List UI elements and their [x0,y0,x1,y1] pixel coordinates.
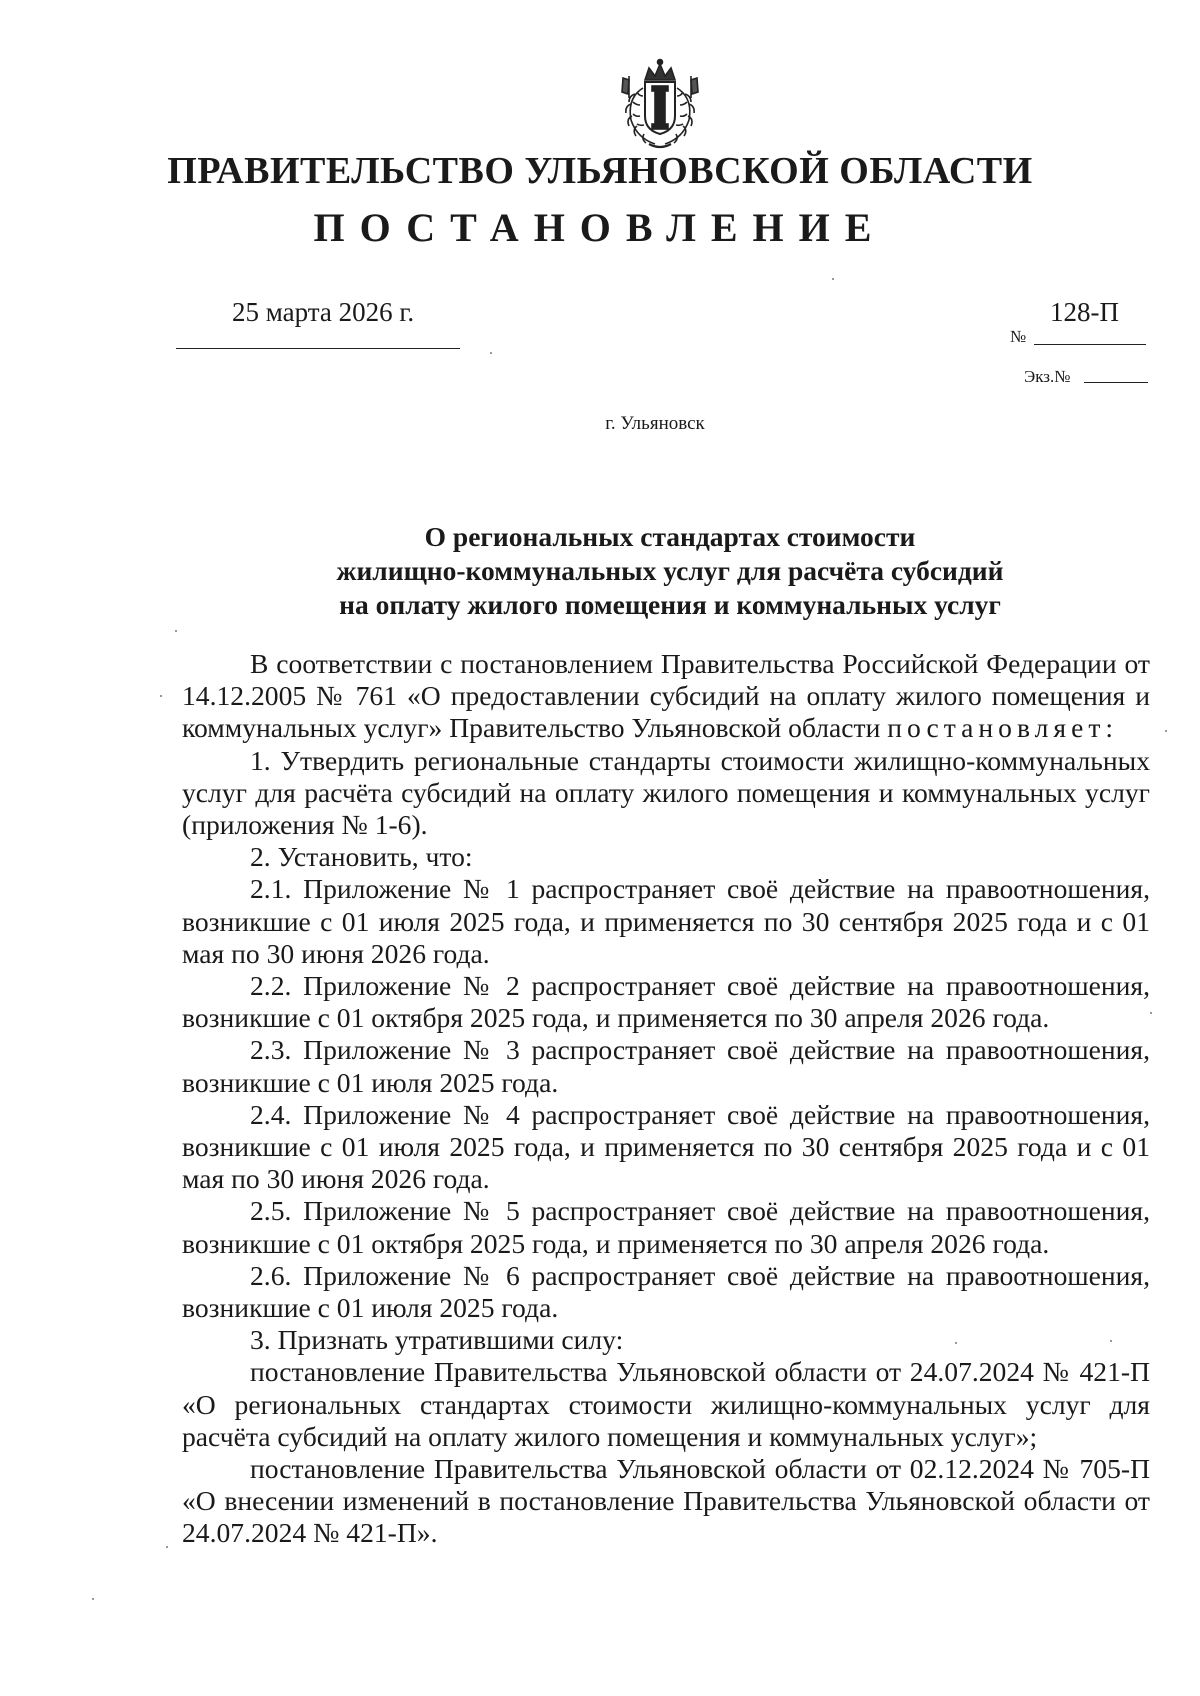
preamble-paragraph [182,648,1150,745]
document-number: 128-П [1050,297,1119,327]
paragraph-2-2: 2.2. Приложение № 2 распространяет своё действие на правоотношения, возникшие с 01 октября 2025 года, и применяется по 30 апреля 2026 года. [182,970,1150,1034]
paragraph-2-3: 2.3. Приложение № 3 распространяет своё действие на правоотношения, возникшие с 01 июля 2025 года. [182,1034,1150,1098]
scan-speck [1165,730,1167,732]
paragraph-3-b: постановление Правительства Ульяновской области от 02.12.2024 № 705-П «О внесении изменений в постановление Правительства Ульяновской области от 24.07.2024 № 421-П». [182,1453,1150,1549]
paragraph-3-a: постановление Правительства Ульяновской области от 24.07.2024 № 421-П «О региональных стандартах стоимости жилищно-коммунальных услуг для расчёта субсидий на оплату жилого помещения и коммунальных услуг»; [182,1356,1150,1452]
subject-line: жилищно-коммунальных услуг для расчёта субсидий [336,555,1004,586]
number-label: № [1010,327,1027,346]
scan-speck [160,695,162,697]
document-date: 25 марта 2026 г. [232,297,415,327]
scan-speck [955,1342,957,1344]
subject-line: на оплату жилого помещения и коммунальных услуг [339,589,1001,620]
preamble-text: В соответствии с постановлением Правительства Российской Федерации от 14.12.2005 № 761 «О предоставлении субсидий на оплату жилого помещения и коммунальных услуг» Правительство Ульяновской области [182,648,1150,744]
city-name: г. Ульяновск [605,413,705,434]
scan-speck [832,278,834,280]
scan-speck [1150,1012,1152,1014]
scan-speck [166,1546,168,1548]
paragraph-2-1: 2.1. Приложение № 1 распространяет своё действие на правоотношения, возникшие с 01 июля 2025 года, и применяется по 30 сентября 2025 года и с 01 мая по 30 июня 2026 года. [182,873,1150,969]
number-underline [1034,344,1146,345]
subject-line: О региональных стандартах стоимости [424,521,916,552]
scan-speck [1110,1340,1112,1342]
document-type-title: ПОСТАНОВЛЕНИЕ [313,205,887,250]
copy-number-underline [1084,382,1148,383]
coat-of-arms-emblem [615,58,705,150]
scan-speck [490,352,492,354]
scan-speck [92,1598,94,1600]
paragraph-2-4: 2.4. Приложение № 4 распространяет своё действие на правоотношения, возникшие с 01 июля 2025 года, и применяется по 30 сентября 2025 года и с 01 мая по 30 июня 2026 года. [182,1098,1150,1195]
paragraph-2-5: 2.5. Приложение № 5 распространяет своё действие на правоотношения, возникшие с 01 октября 2025 года, и применяется по 30 апреля 2026 года. [182,1195,1150,1259]
document-body [182,648,1150,1550]
paragraph-2-6: 2.6. Приложение № 6 распространяет своё действие на правоотношения, возникшие с 01 июля 2025 года. [182,1259,1150,1324]
government-title: ПРАВИТЕЛЬСТВО УЛЬЯНОВСКОЙ ОБЛАСТИ [167,150,1033,192]
scan-speck [175,630,177,632]
paragraph-1: 1. Утвердить региональные стандарты стоимости жилищно-коммунальных услуг для расчёта субсидий на оплату жилого помещения и коммунальных услуг (приложения № 1-6). [182,744,1150,841]
date-underline [176,348,460,349]
resolves-word: постановляет: [887,712,1119,744]
paragraph-2: 2. Установить, что: [250,841,473,873]
document-subject [170,520,1170,622]
copy-number-label: Экз.№ [1024,367,1071,386]
paragraph-3: 3. Признать утратившими силу: [250,1324,624,1356]
